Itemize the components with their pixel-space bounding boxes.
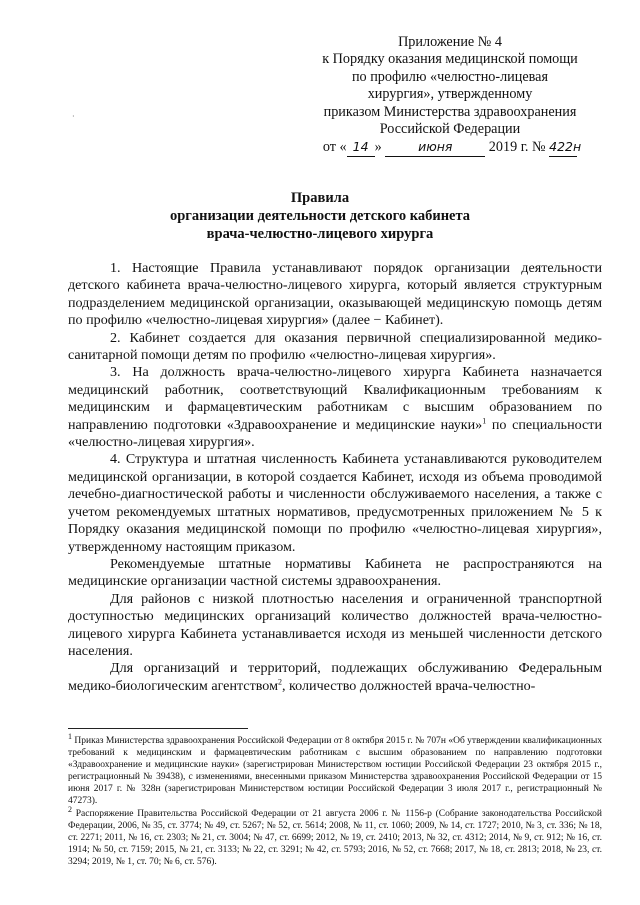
paragraph [68,364,602,451]
footnote [68,804,602,868]
paragraph: 4. Структура и штатная численность Кабинета устанавливаются руководителем медицинской организации, в которой создается Кабинет, исходя из объема проводимой лечебно-диагностической работы и численности обслуживаемого населения, а также с учетом рекомендуемых штатных нормативов, предусмотренных приложением № 5 к Порядку оказания медицинской помощи по профилю «челюстно-лицевая хирургия», утвержденному настоящим приказом. [68,451,602,555]
order-date-line [300,138,600,156]
paragraph-text: , количество должностей врача-челюстно- [281,677,536,694]
title-line: Правила [290,190,350,206]
title-line: врача-челюстно-лицевого хирурга [206,226,434,242]
appendix-header [300,34,600,157]
header-line: по профилю «челюстно-лицевая [351,68,549,85]
date-prefix: от « [322,139,347,156]
paragraph: Рекомендуемые штатные нормативы Кабинета не распространяются на медицинские организации частной системы здравоохранения. [68,555,602,590]
paragraph: 1. Настоящие Правила устанавливают порядок организации деятельности детского кабинета врача-челюстно-лицевого хирурга, который является структурным подразделением медицинской организации, оказывающей медицинскую помощь детям по профилю «челюстно-лицевая хирургия» (далее − Кабинет). [68,260,602,329]
footnote-text: Распоряжение Правительства Российской Федерации от 21 августа 2006 г. № 1156-р (Собрание законодательства Российской Федерации, 2006, № 35, ст. 3774; № 49, ст. 5267; № 52, ст. 5614; 2008, № 11, ст. 1060; 2009, № 14, ст. 1727; 2010, № 3, ст. 336; № 18, ст. 2271; 2011, № 16, ст. 2303; № 21, ст. 3004; № 47, ст. 6699; 2012, № 19, ст. 2410; 2013, № 32, ст. 4312; 2014, № 9, ст. 912; № 16, ст. 1914; № 50, ст. 7159; 2015, № 21, ст. 3133; № 22, ст. 3291; № 42, ст. 5793; 2016, № 52, ст. 7668; 2017, № 18, ст. 2813; 2018, № 23, ст. 3294; 2019, № 1, ст. 70; № 6, ст. 576). [68,809,602,867]
paragraph-text: по специальности «челюстно-лицевая хирургия». [68,416,602,451]
footnote-marker: 1 [68,731,72,741]
header-line: к Порядку оказания медицинской помощи [322,51,578,68]
footnote-marker: 2 [68,804,72,814]
footnote-ref[interactable]: 1 [482,415,487,425]
paragraph-text: Для организаций и территорий, подлежащих обслуживанию Федеральным медико-биологическим агентством [68,660,602,694]
appendix-number: Приложение № 4 [398,34,502,50]
handwritten-order-number: 422н [549,138,577,156]
paragraph: 2. Кабинет создается для оказания первичной специализированной медико-санитарной помощи детям по профилю «челюстно-лицевая хирургия». [68,329,602,364]
footnote [68,731,602,807]
footnote-text: Приказ Министерства здравоохранения Российской Федерации от 8 октября 2015 г. № 707н «Об утверждении квалификационных требований к медицинским и фармацевтическим работникам с высшим образованием по направлению подготовки «Здравоохранение и медицинские науки» (зарегистрирован Министерством юстиции Российской Федерации 23 октября 2015 г., регистрационный № 39438), с изменениями, внесенными приказом Министерства здравоохранения Российской Федерации от 15 июня 2017 г. № 328н (зарегистрирован Министерством юстиции Российской Федерации 3 июля 2017 г., регистрационный № 47273). [68,736,602,806]
paragraph [68,660,602,695]
paragraph: Для районов с низкой плотностью населения и ограниченной транспортной доступностью медицинских организаций количество должностей врача-челюстно-лицевого хирурга Кабинета устанавливается исходя из меньшей численности детского населения. [68,590,602,659]
date-mid: » [374,139,382,156]
header-line: приказом Министерства здравоохранения [323,103,577,120]
header-line: хирургия», утвержденному [367,86,533,103]
paragraph-text: 3. На должность врача-челюстно-лицевого хирурга Кабинета назначается медицинский работник, соответствующий Квалификационным требованиям к медицинским и фармацевтическим работникам с высшим образованием по направлению подготовки «Здравоохранение и медицинские науки» [68,364,602,433]
document-body [68,260,602,695]
handwritten-day: 14 [347,138,375,156]
year-text: 2019 г. № [488,139,546,156]
header-line: Российской Федерации [379,121,521,138]
title-line: организации деятельности детского кабинета [169,208,471,224]
scan-mark: · [72,112,75,121]
footnote-ref[interactable]: 2 [277,677,282,687]
footnotes [68,731,602,869]
handwritten-month: июня [385,138,485,156]
document-title [0,189,640,243]
footnote-divider [68,728,248,729]
